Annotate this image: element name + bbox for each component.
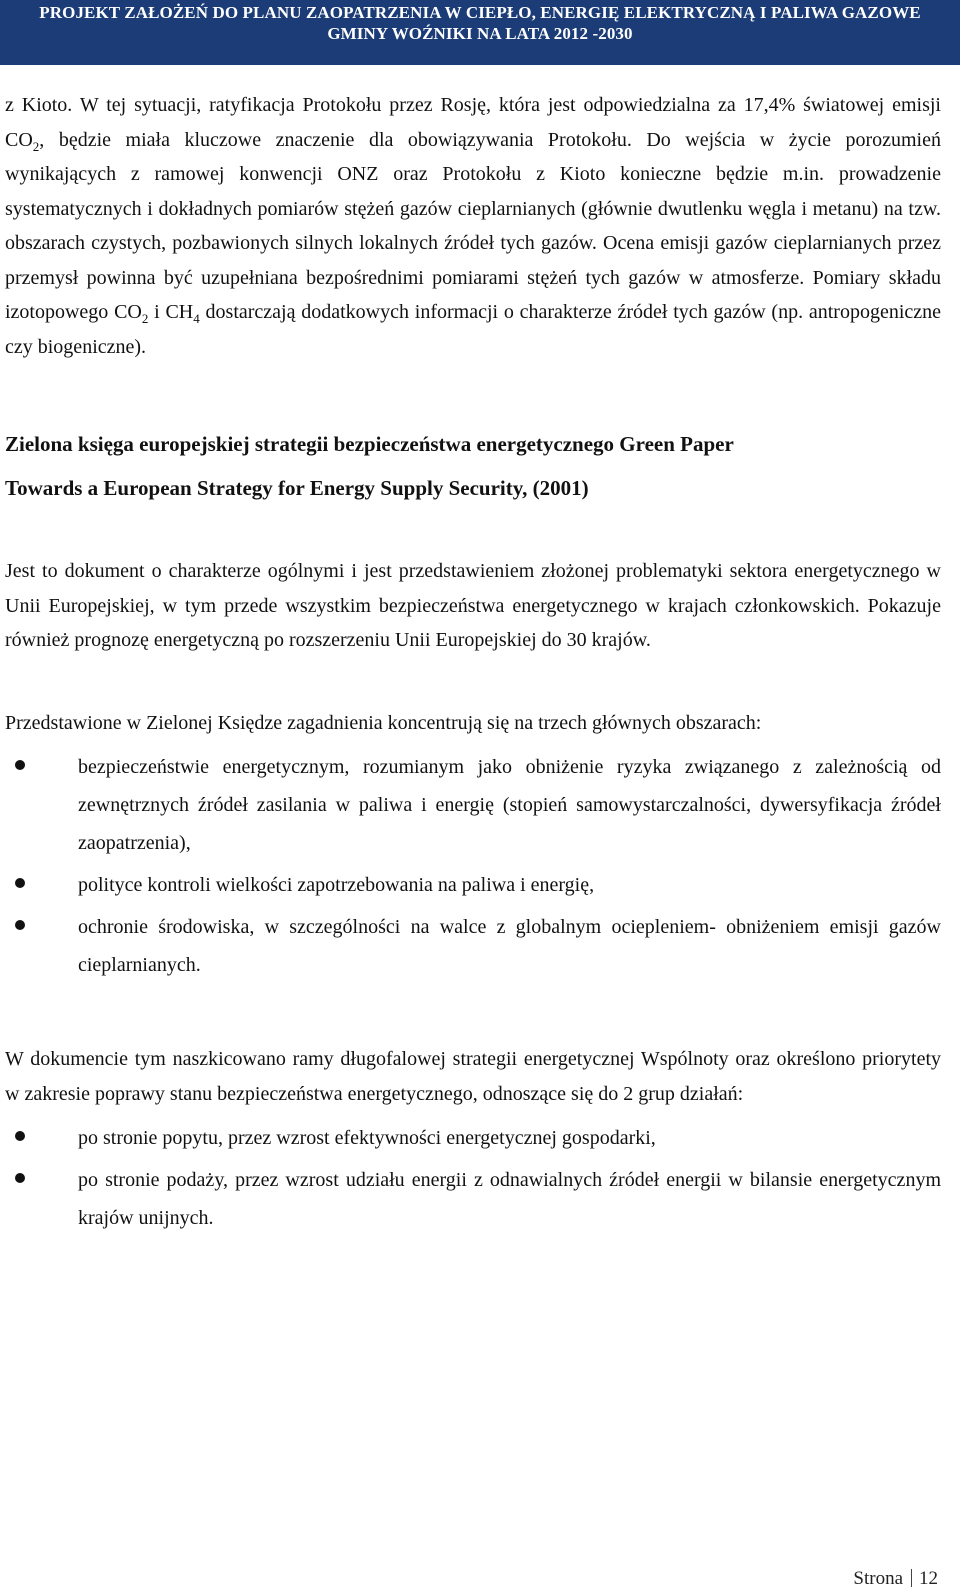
bullet-icon — [15, 760, 25, 770]
document-header — [0, 0, 960, 65]
section-heading-line2: Towards a European Strategy for Energy Supply Security, (2001) — [5, 476, 589, 500]
bullet-icon — [15, 878, 25, 888]
page-footer — [853, 1568, 938, 1590]
header-title-line2: GMINY WOŹNIKI NA LATA 2012 -2030 — [327, 24, 633, 43]
footer-divider — [911, 1569, 912, 1587]
page-number: 12 — [919, 1568, 938, 1589]
list-item-text: ochronie środowiska, w szczególności na walce z globalnym ociepleniem- obniżeniem emisji gazów cieplarnianych. — [78, 916, 941, 976]
list-item-text: bezpieczeństwie energetycznym, rozumianym jako obniżenie ryzyka związanego z zależnością od zewnętrznych źródeł zasilania w paliwa i energię (stopień samowystarczalności, dywersyfikacja źródeł zaopatrzenia), — [78, 756, 941, 854]
subscript: 2 — [32, 138, 40, 154]
list-item-text: po stronie podaży, przez wzrost udziału energii z odnawialnych źródeł energii w bilansie energetycznym krajów unijnych. — [78, 1169, 941, 1229]
bullet-icon — [15, 1173, 25, 1183]
paragraph-text: z Kioto. W tej sytuacji, ratyfikacja Protokołu przez Rosję, która jest odpowiedzialna za 17,4% światowej emisji CO — [5, 94, 941, 151]
bullet-icon — [15, 1131, 25, 1141]
document-body — [5, 88, 941, 1241]
paragraph-text: i CH — [148, 301, 194, 323]
list-item — [5, 1119, 941, 1157]
list-item — [5, 748, 941, 862]
list-item-text: polityce kontroli wielkości zapotrzebowania na paliwa i energię, — [78, 874, 595, 896]
section-heading-line1: Zielona księga europejskiej strategii bezpieczeństwa energetycznego Green Paper — [5, 432, 734, 456]
page-label: Strona — [853, 1568, 903, 1589]
paragraph-green-paper: Jest to dokument o charakterze ogólnymi i jest przedstawieniem złożonej problematyki sektora energetycznego w Unii Europejskiej, w tym przede wszystkim bezpieczeństwa energetycznego w krajach członkowskich. Pokazuje również prognozę energetyczną po rozszerzeniu Unii Europejskiej do 30 krajów. — [5, 560, 941, 651]
actions-list — [5, 1119, 941, 1237]
paragraph-strategy: W dokumencie tym naszkicowano ramy długofalowej strategii energetycznej Wspólnoty oraz określono priorytety w zakresie poprawy stanu bezpieczeństwa energetycznego, odnoszące się do 2 grup działań: — [5, 1048, 941, 1105]
paragraph-text: dostarczają dodatkowych informacji o charakterze źródeł tych gazów (np. antropogeniczne czy biogeniczne). — [5, 301, 942, 358]
list-item — [5, 866, 941, 904]
list-item — [5, 908, 941, 984]
paragraph-kioto — [5, 88, 941, 364]
section-heading — [5, 422, 941, 510]
paragraph-areas-intro: Przedstawione w Zielonej Księdze zagadnienia koncentrują się na trzech głównych obszarach: — [5, 711, 762, 734]
subscript: 4 — [193, 311, 200, 326]
bullet-icon — [15, 920, 25, 930]
header-title-line1: PROJEKT ZAŁOŻEŃ DO PLANU ZAOPATRZENIA W CIEPŁO, ENERGIĘ ELEKTRYCZNĄ I PALIWA GAZOWE — [39, 3, 921, 22]
subscript: 2 — [141, 311, 149, 326]
list-item-text: po stronie popytu, przez wzrost efektywności energetycznej gospodarki, — [78, 1127, 656, 1149]
list-item — [5, 1161, 941, 1237]
areas-list — [5, 748, 941, 984]
paragraph-text: , będzie miała kluczowe znaczenie dla obowiązywania Protokołu. Do wejścia w życie porozumień wynikających z ramowej konwencji ONZ oraz Protokołu z Kioto konieczne będzie m.in. prowadzenie systematycznych i dokładnych pomiarów stężeń gazów cieplarnianych (głównie dwutlenku węgla i metanu) na tzw. obszarach czystych, pozbawionych silnych lokalnych źródeł tych gazów. Ocena emisji gazów cieplarnianych przez przemysł powinna być uzupełniana bezpośrednimi pomiarami stężeń tych gazów w atmosferze. Pomiary składu izotopowego CO — [5, 128, 941, 323]
